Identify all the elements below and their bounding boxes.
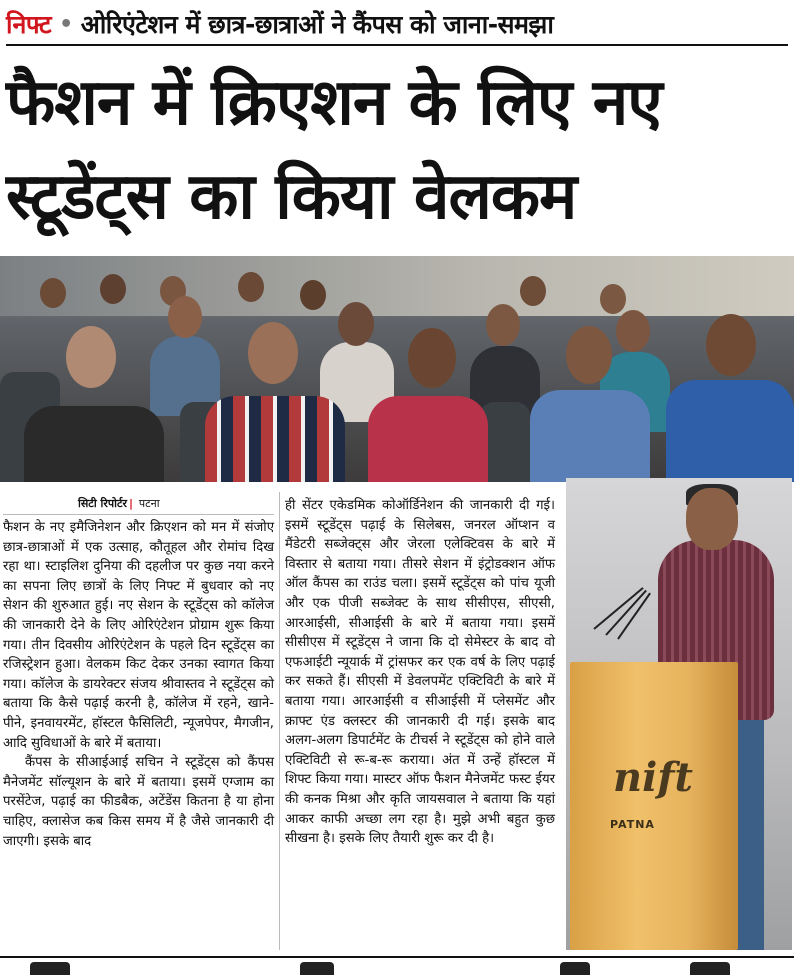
person-body xyxy=(530,390,650,482)
column-divider xyxy=(279,492,280,950)
podium-logo: nift xyxy=(613,754,693,801)
byline-reporter: सिटी रिपोर्टर xyxy=(78,497,127,510)
section-brand: निफ्ट xyxy=(6,10,52,39)
person-head xyxy=(168,296,202,338)
next-glyph xyxy=(690,962,730,975)
speaker-head xyxy=(686,488,738,550)
article-paragraph: फैशन के नए इमैजिनेशन और क्रिएशन को मन में संजोए छात्र-छात्राओं में एक उत्साह, कौतूहल और रोमांच दिख रहा था। स्टाइलिश दुनिया की दहलीज पर कुछ नया करने का सपना लिए छात्रों के लिए निफ्ट में बुधवार को नए सेशन की शुरुआत हुई। नए सेशन के स्टूडेंट्स को कॉलेज की जानकारी देने के लिए ओरिएंटेशन प्रोग्राम शुरू किया गया। तीन दिवसीय ओरिएंटेशन के पहले दिन स्टूडेंट्स का रजिस्ट्रेशन हुआ। वेलकम किट देकर उनका स्वागत किया गया। कॉलेज के डायरेक्टर संजय श्रीवास्तव ने स्टूडेंट्स को बताया कि कैसे पढ़ाई करनी है, कॉलेज में रहने, खाने-पीने, इनवायरमेंट, हॉस्टल फैसिलिटी, न्यूजपेपर, मैगजीन, आदि सुविधाओं के बारे में बताया। xyxy=(3,520,274,751)
byline xyxy=(78,496,160,511)
podium xyxy=(570,662,738,950)
headline xyxy=(6,56,788,244)
person-head xyxy=(616,310,650,352)
person-head xyxy=(486,304,520,346)
kicker-subhead: ओरिएंटेशन में छात्र-छात्राओं ने कैंपस को जाना-समझा xyxy=(80,10,554,39)
headline-line-1: फैशन में क्रिएशन के लिए नए xyxy=(6,66,662,140)
person-head xyxy=(238,272,264,302)
article-column-2 xyxy=(285,496,555,849)
person-head xyxy=(706,314,756,376)
person-head xyxy=(100,274,126,304)
byline-separator: | xyxy=(129,497,134,510)
next-glyph xyxy=(560,962,590,975)
students-photo xyxy=(0,254,794,482)
microphone xyxy=(593,587,643,630)
person-head xyxy=(520,276,546,306)
byline-city: पटना xyxy=(138,497,160,510)
bottom-rule xyxy=(0,956,794,958)
person-body xyxy=(205,396,345,482)
person-head xyxy=(566,326,612,384)
person-head xyxy=(40,278,66,308)
next-glyph xyxy=(30,962,70,975)
bullet-icon: • xyxy=(59,11,73,37)
article-column-1 xyxy=(3,518,274,851)
person-body xyxy=(24,406,164,482)
person-head xyxy=(300,280,326,310)
person-head xyxy=(600,284,626,314)
next-glyph xyxy=(300,962,334,975)
next-article-strip xyxy=(0,962,794,975)
speaker-photo xyxy=(566,478,792,950)
person-head xyxy=(248,322,298,384)
headline-line-2: स्टूडेंट्स का किया वेलकम xyxy=(6,160,577,234)
podium-city: PATNA xyxy=(610,818,655,831)
person-head xyxy=(408,328,456,388)
person-body xyxy=(368,396,488,482)
article-paragraph: ही सेंटर एकेडमिक कोऑर्डिनेशन की जानकारी दी गई। इसमें स्टूडेंट्स पढ़ाई के सिलेबस, जनरल ऑप्शन व मैंडेटरी सब्जेक्ट्स और जेरला एलेक्टिवस के बारे में विस्तार से बताया गया। तीसरे सेशन में इंट्रोडक्शन ऑफ ऑल कैंपस का राउंड चला। इसमें स्टूडेंट्स को पांच यूजी और एक पीजी सब्जेक्ट के साथ सीसीएस, सीएसी, आरआईसी, सीआईसी के बारे में बताया गया। इसमें सीसीएस में स्टूडेंट्स ने जाना कि दो सेमेस्टर के बाद वो एफआईटी न्यूयार्क में ट्रांसफर कर एक वर्ष के लिए पढ़ाई कर सकते हैं। सीएसी में डेवलपमेंट एक्टिविटी के बारे में बताया गया। आरआईसी व सीआईसी में प्लेसमेंट और क्राफ्ट एंड क्लस्टर की जानकारी दी गई। इसके बाद अलग-अलग डिपार्टमेंट के टीचर्स ने स्टूडेंट्स को होने वाले एक्टिविटी से रू-ब-रू कराया। अंत में उन्हें हॉस्टल में शिफ्ट किया गया। मास्टर ऑफ फैशन मैनेजमेंट फस्ट ईयर की कनक मिश्रा और कृति जायसवाल ने बताया कि यहां आकर काफी अच्छा लग रहा है। मुझे अभी बहुत कुछ सीखना है। इसके लिए तैयारी शुरू कर दी है। xyxy=(285,498,555,847)
person-head xyxy=(338,302,374,346)
byline-rule xyxy=(3,514,274,515)
person-body xyxy=(666,380,794,482)
kicker-bar xyxy=(6,4,788,46)
person-head xyxy=(66,326,116,388)
article-paragraph: कैंपस के सीआईआई सचिन ने स्टूडेंट्स को कैंपस मैनेजमेंट सॉल्यूशन के बारे में बताया। इसमें एग्जाम का परसेंटेज, पढ़ाई का फीडबैक, अटेंडेंस कितना है या होना चाहिए, क्लासेज कब किस समय में है जैसे जानकारी दी जाएगी। इसके बाद xyxy=(3,755,274,849)
